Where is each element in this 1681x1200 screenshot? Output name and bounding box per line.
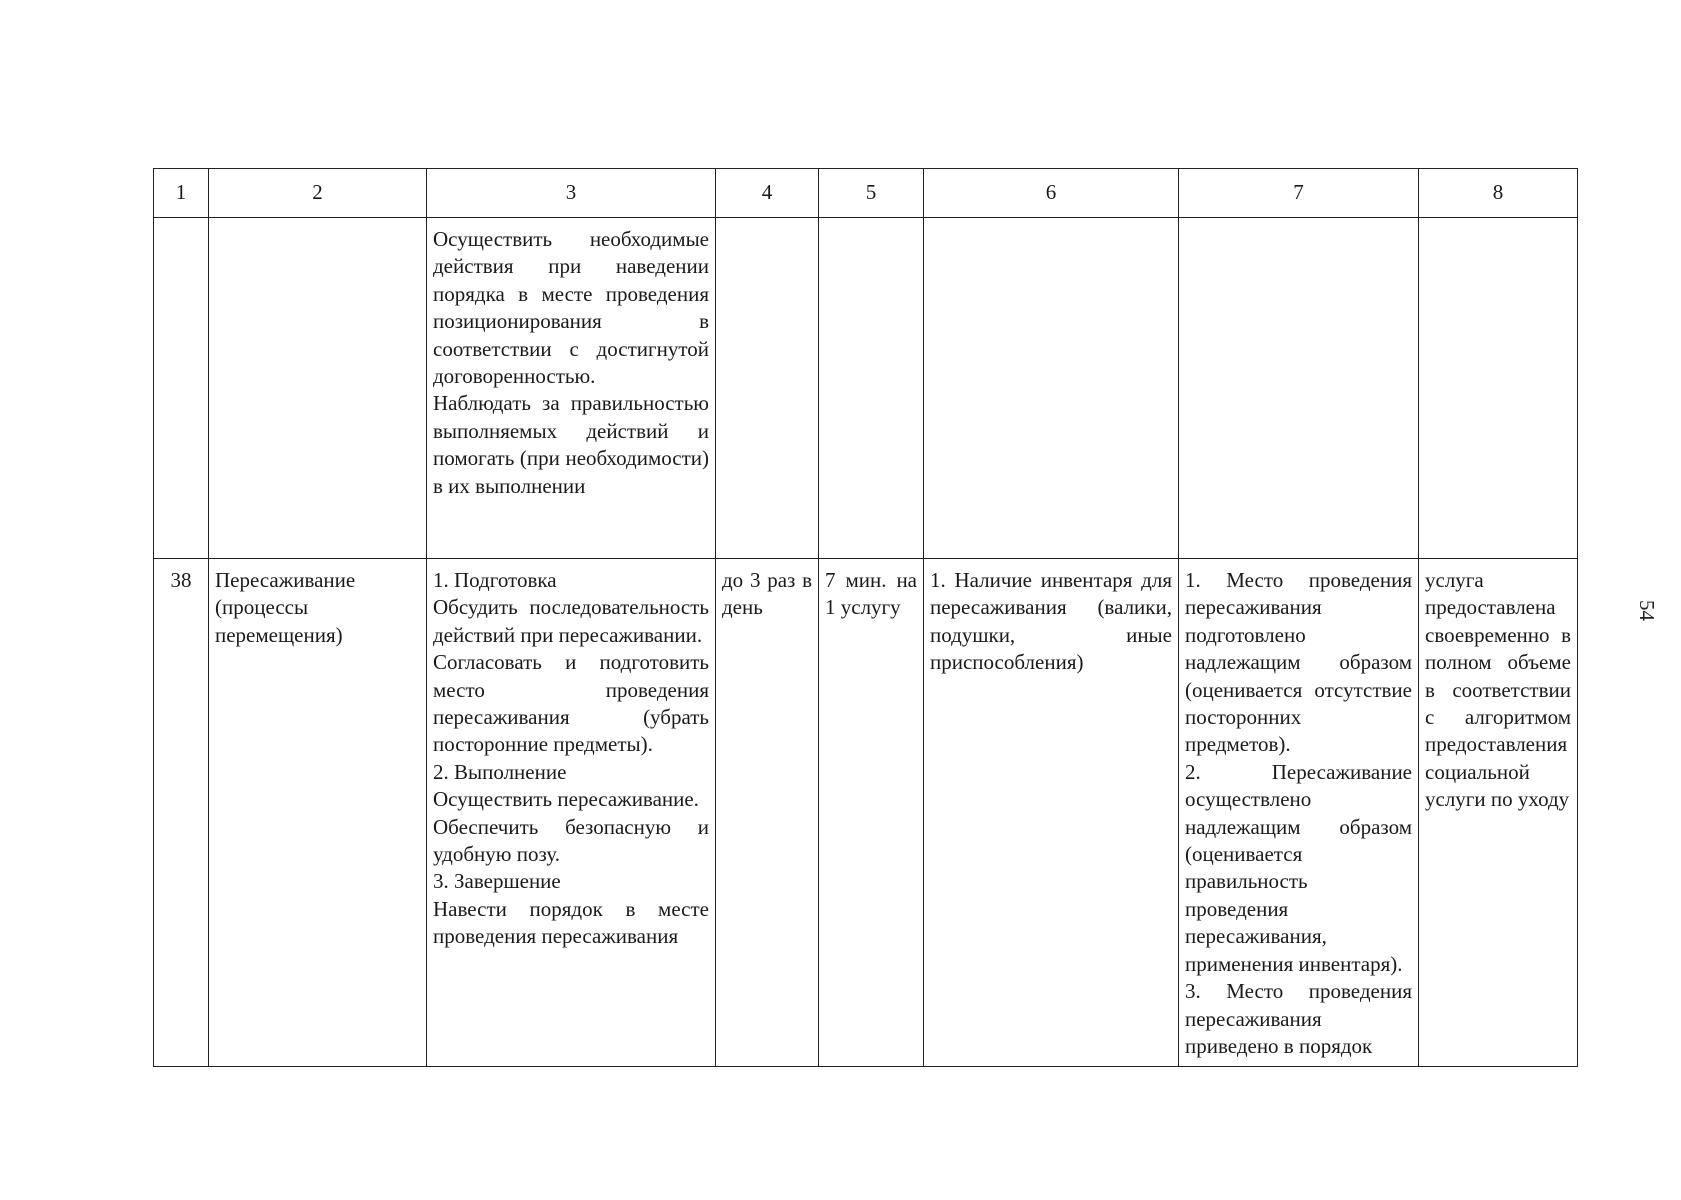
cell-number: 38 [154,559,209,1067]
column-header-1: 1 [154,169,209,218]
cell-procedure: Осуществить необходимые действия при наведении порядка в месте проведения позиционирования в соответствии с достигнутой договоренностью. Наблюдать за правильностью выполняемых действий и помогать (при необходимости) в их выполнении [427,218,716,559]
column-header-3: 3 [427,169,716,218]
cell-procedure: 1. Подготовка Обсудить последовательность действий при пересаживании. Согласовать и подготовить место проведения пересаживания (убрать посторонние предметы). 2. Выполнение Осуществить пересаживание. Обеспечить безопасную и удобную позу. 3. Завершение Навести порядок в месте проведения пересаживания [427,559,716,1067]
cell-frequency [716,218,819,559]
cell-duration [819,218,924,559]
cell-frequency: до 3 раз в день [716,559,819,1067]
column-header-4: 4 [716,169,819,218]
cell-service-name [209,218,427,559]
column-header-6: 6 [924,169,1179,218]
cell-evaluation: услуга предоставлена своевременно в полном объеме в соответствии с алгоритмом предоставления социальной услуги по уходу [1419,559,1578,1067]
table-row-continuation [154,218,1578,559]
cell-service-name: Пересаживание (процессы перемещения) [209,559,427,1067]
column-header-2: 2 [209,169,427,218]
table-row-38 [154,559,1578,1067]
cell-quality-indicators [1179,218,1419,559]
cell-quality-indicators: 1. Место проведения пересаживания подготовлено надлежащим образом (оценивается отсутствие посторонних предметов). 2. Пересаживание осуществлено надлежащим образом (оценивается правильность проведения пересаживания, применения инвентаря). 3. Место проведения пересаживания приведено в порядок [1179,559,1419,1067]
cell-number [154,218,209,559]
column-header-5: 5 [819,169,924,218]
column-number-row [154,169,1578,218]
cell-evaluation [1419,218,1578,559]
cell-duration: 7 мин. на 1 услугу [819,559,924,1067]
services-table [153,168,1578,1067]
column-header-7: 7 [1179,169,1419,218]
page-number: 54 [1635,600,1659,621]
cell-conditions [924,218,1179,559]
column-header-8: 8 [1419,169,1578,218]
cell-conditions: 1. Наличие инвентаря для пересаживания (валики, подушки, иные приспособления) [924,559,1179,1067]
